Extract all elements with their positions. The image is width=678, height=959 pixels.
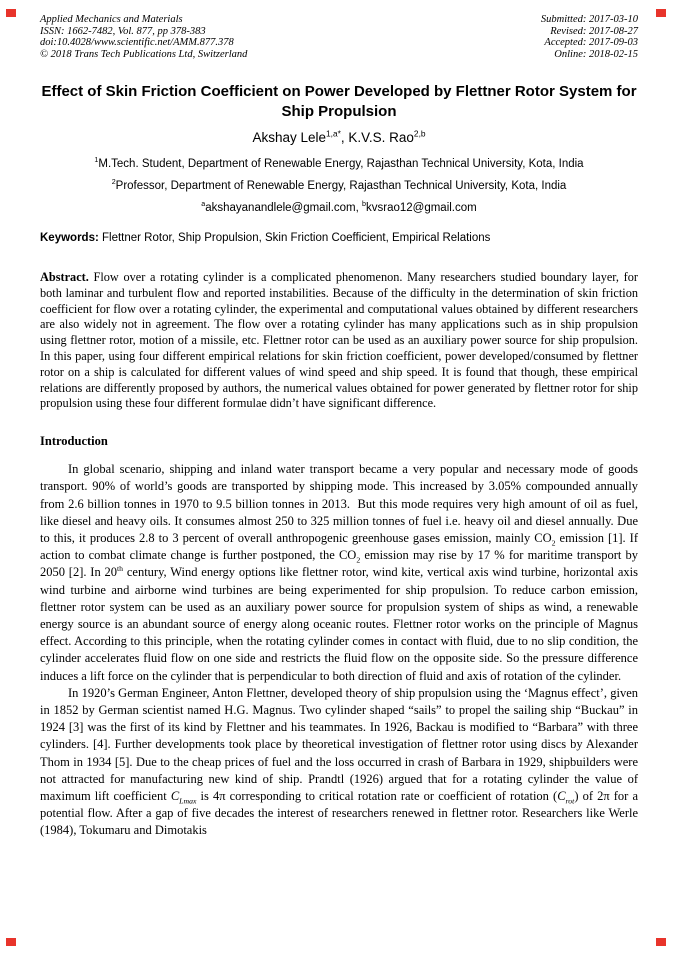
- revised-date: Revised: 2017-08-27: [550, 25, 638, 37]
- keywords-line: Keywords: Flettner Rotor, Ship Propulsion, Skin Friction Coefficient, Empirical Relations: [40, 232, 491, 244]
- affiliation-line-2: $^2$Professor, Department of Renewable Energy, Rajasthan Technical University, Kota, India: [111, 178, 567, 192]
- author-emails-line: $^a$akshayanandlele@gmail.com, $^b$kvsrao12@gmail.com: [201, 200, 477, 214]
- corner-marker-bottom-left: [6, 938, 16, 946]
- journal-issn-line: ISSN: 1662-7482, Vol. 877, pp 378-383: [40, 25, 206, 37]
- section-heading-introduction: Introduction: [40, 434, 108, 449]
- affiliation-line-1: $^1$M.Tech. Student, Department of Renewable Energy, Rajasthan Technical University, Kota, India: [94, 156, 584, 170]
- journal-copyright-line: © 2018 Trans Tech Publications Ltd, Switzerland: [40, 48, 248, 60]
- authors-line: Akshay Lele$^{1,a*}$, K.V.S. Rao$^{2,b}$: [252, 128, 426, 145]
- journal-info: [40, 14, 247, 60]
- corner-marker-top-right: [656, 9, 666, 17]
- online-date: Online: 2018-02-15: [554, 48, 638, 60]
- journal-header: [40, 14, 638, 60]
- submitted-date: Submitted: 2017-03-10: [540, 14, 638, 25]
- abstract-paragraph: Abstract. Flow over a rotating cylinder is a complicated phenomenon. Many researchers studied boundary layer, for both laminar and turbulent flow and reported instabilities. Because of the difficulty in the determination of skin friction coefficient for flow over a rotating cylinder, the experimental and computational values obtained by different researchers are also widely not in agreement. The flow over a rotating cylinder has many applications such as in ship propulsion using flettner rotor, motion of a missile, etc. Flettner rotor can be used as an auxiliary power source for ship propulsion. In this paper, using four different empirical relations for skin friction coefficient, power developed/consumed by flettner rotor on a ship is calculated for different values of wind speed and ship speed. It is found that though, these empirical relations are differently proposed by authors, the numerical values obtained for power generated by flettner rotor for ship propulsion using these four different formulae didn’t have significant difference.: [40, 270, 638, 411]
- paper-title: Effect of Skin Friction Coefficient on Power Developed by Flettner Rotor System for Ship Propulsion: [41, 83, 637, 120]
- journal-name: Applied Mechanics and Materials: [40, 14, 183, 25]
- corner-marker-top-left: [6, 9, 16, 17]
- intro-paragraph-1: In global scenario, shipping and inland water transport became a very popular and necessary mode of goods transport. 90% of world’s goods are transported by shipping mode. This increased by 3.05% compounded annually from 2.6 billion tonnes in 1970 to 9.5 billion tonnes in 2013. But this mode requires very high amount of oil as fuel, like diesel and heavy oils. It consumes almost 250 to 325 million tonnes of fuel i.e. heavy oil and diesel annually. Due to this, it produces 2.8 to 3 percent of overall anthropogenic greenhouse gases emission, mainly $CO_2$ emission [1]. If action to combat climate change is further postponed, the $CO_2$ emission may rise by 17 % for maritime transport by 2050 [2]. In 20th century, Wind energy options like flettner rotor, wind kite, vertical axis wind turbine, horizontal axis wind turbine and airborne wind turbines are being experimented for ship propulsion. To reduce carbon emission, flettner rotor system can be used as an auxiliary power source for propulsion system of ships as wind, a renewable energy source is an abundant source of energy along oceanic routes. Flettner rotor works on the principle of Magnus effect. According to this principle, when the rotating cylinder comes in contact with fluid, due to no slip condition, the cylinder accelerates fluid flow on one side and restricts the fluid flow on the opposite side. So the pressure difference induces a lift force on the cylinder that is perpendicular to both direction of fluid and axis of rotation of the cylinder.: [40, 462, 639, 683]
- intro-paragraph-2: In 1920’s German Engineer, Anton Flettner, developed theory of ship propulsion using the ‘Magnus effect’, given in 1852 by German scientist named H.G. Magnus. Two cylinder shaped “sails” to propel the sailing ship “Buckau” in 1924 [3] was the first of its kind by Flettner and his teammates. In 1926, Backau is modified to “Barbara” with three cylinders. [4]. Further developments took place by theoretical investigation of flettner rotor using discs by Alexander Thom in 1934 [5]. Due to the cheap prices of fuel and the loss occurred in crash of Barbara in 1929, shipbuilders were not attracted for manufacturing new kind of ship. Prandtl (1926) argued that for a rotating cylinder the value of maximum lift coefficient $C_{Lmax}$ is 4π corresponding to critical rotation rate or coefficient of rotation $(C_{rot})$ of 2π for a potential flow. After a gap of five decades the interest of researchers renewed in flettner rotor. Researchers like Werle (1984), Tokumaru and Dimotakis: [40, 685, 638, 838]
- accepted-date: Accepted: 2017-09-03: [544, 37, 638, 48]
- corner-marker-bottom-right: [656, 938, 666, 946]
- journal-doi-line: doi:10.4028/www.scientific.net/AMM.877.378: [40, 37, 234, 48]
- submission-dates: [541, 14, 638, 60]
